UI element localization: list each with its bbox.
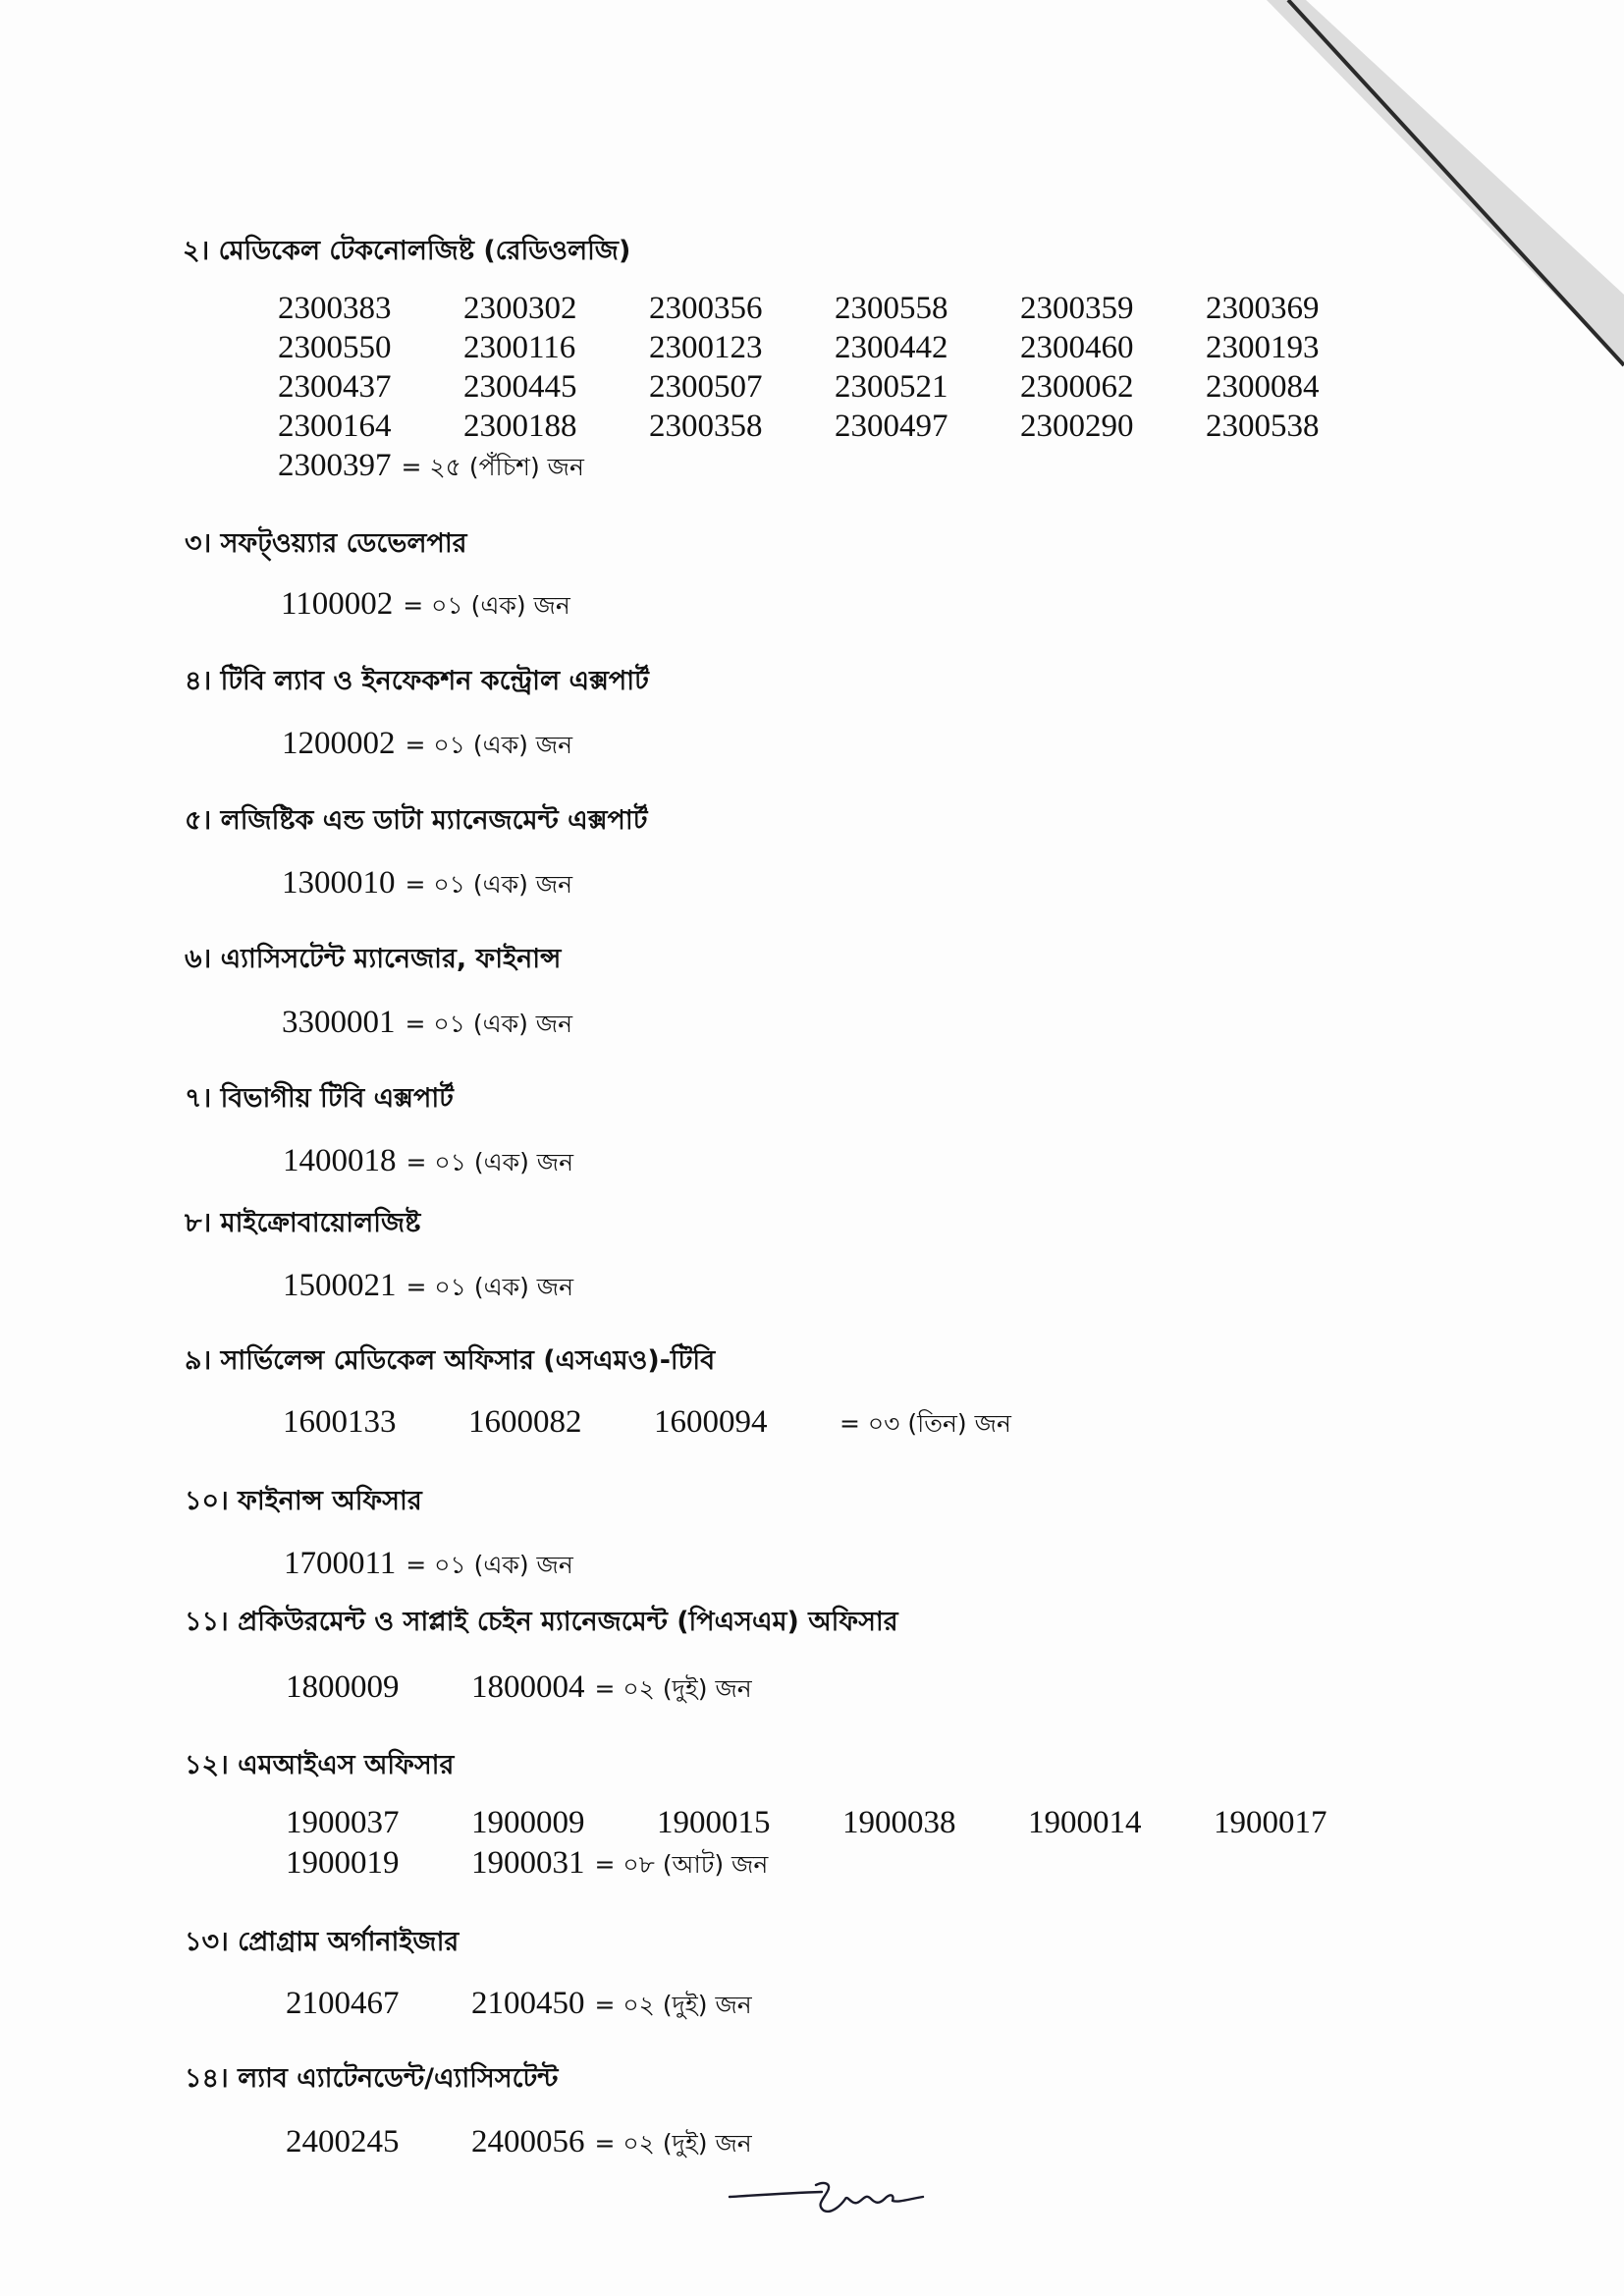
roll-row [282,865,572,901]
roll-number: 2300437 [278,369,392,405]
roll-number: 2300356 [649,291,763,326]
roll-row [282,1005,572,1040]
roll-number: 1900014 [1028,1805,1142,1840]
roll-number: 2300460 [1020,330,1134,365]
roll-number: 2300507 [649,369,763,405]
section-heading-4: ৪। টিবি ল্যাব ও ইনফেকশন কন্ট্রোল এক্সপার্ট [185,666,649,696]
candidate-count: = ০১ (এক) জন [405,870,573,899]
roll-number: 2300558 [835,291,948,326]
roll-number: 2300193 [1206,330,1320,365]
fold-line [1288,0,1624,365]
signature-stroke [730,2183,923,2212]
roll-number: 2300359 [1020,291,1134,326]
roll-number: 1900009 [471,1805,585,1840]
candidate-count: = ০১ (এক) জন [406,1273,574,1301]
roll-number: 2300302 [463,291,577,326]
roll-number: 2300116 [463,330,576,365]
roll-row [286,2124,752,2159]
roll-number: 2300358 [649,409,763,444]
roll-number: 1400018 [283,1143,397,1178]
page-fold-mark [1267,0,1624,393]
roll-row [281,586,570,622]
roll-row [278,409,1320,444]
roll-number: 1900017 [1214,1805,1327,1840]
roll-row [278,330,1320,365]
roll-number: 1900037 [286,1805,400,1840]
roll-number: 1200002 [282,726,396,761]
roll-number: 1900038 [842,1805,956,1840]
roll-number: 1600082 [468,1404,582,1440]
roll-number: 2300369 [1206,291,1320,326]
section-heading-12: ১২। এমআইএস অফিসার [185,1750,455,1780]
roll-row [278,291,1320,326]
section-heading-11: ১১। প্রকিউরমেন্ট ও সাপ্লাই চেইন ম্যানেজমেন্ট (পিএসএম) অফিসার [185,1607,898,1637]
roll-number: 2300445 [463,369,577,405]
roll-row [286,1845,768,1881]
roll-row [286,1669,752,1705]
roll-number: 2300497 [835,409,948,444]
section-heading-5: ৫। লজিষ্টিক এন্ড ডাটা ম্যানেজমেন্ট এক্সপার্ট [185,805,648,836]
candidate-count: = ০২ (দুই) জন [594,1991,752,2019]
roll-number: 1900019 [286,1845,400,1881]
roll-row [286,1805,1327,1840]
roll-number: 2400056 [471,2124,585,2159]
roll-number: 2300397 [278,448,392,483]
section-heading-9: ৯। সার্ভিলেন্স মেডিকেল অফিসার (এসএমও)-টিবি [185,1345,716,1376]
roll-row [282,726,572,761]
roll-row [283,1143,573,1178]
candidate-count: = ০৩ (তিন) জন [839,1409,1011,1438]
roll-number: 2300188 [463,409,577,444]
candidate-count: = ০১ (এক) জন [405,1010,573,1038]
candidate-count: = ০১ (এক) জন [403,591,570,620]
section-heading-6: ৬। এ্যাসিসটেন্ট ম্যানেজার, ফাইনান্স [185,944,562,974]
section-heading-13: ১৩। প্রোগ্রাম অর্গানাইজার [185,1927,460,1957]
fold-shadow [1267,0,1624,365]
roll-row [286,1986,752,2021]
roll-number: 1600094 [654,1404,768,1440]
section-heading-8: ৮। মাইক্রোবায়োলজিষ্ট [185,1208,421,1238]
roll-number: 1700011 [284,1546,397,1581]
section-heading-3: ৩। সফট্ওয়্যার ডেভেলপার [185,528,467,559]
roll-number: 1900031 [471,1845,585,1881]
roll-number: 1900015 [657,1805,771,1840]
section-heading-10: ১০। ফাইনান্স অফিসার [185,1486,422,1516]
roll-number: 1300010 [282,865,396,901]
roll-number: 2300062 [1020,369,1134,405]
section-heading-2: ২। মেডিকেল টেকনোলজিষ্ট (রেডিওলজি) [183,236,631,266]
roll-number: 2100467 [286,1986,400,2021]
roll-number: 1600133 [283,1404,397,1440]
roll-number: 2300521 [835,369,948,405]
roll-number: 2300164 [278,409,392,444]
roll-number: 2300550 [278,330,392,365]
roll-number: 2300290 [1020,409,1134,444]
roll-number: 2400245 [286,2124,400,2159]
signature [722,2165,938,2224]
roll-row [278,369,1320,405]
candidate-count: = ২৫ (পঁচিশ) জন [401,453,584,481]
candidate-count: = ০১ (এক) জন [406,1551,573,1579]
roll-number: 1500021 [283,1268,397,1303]
roll-row [283,1404,1011,1440]
roll-number: 2100450 [471,1986,585,2021]
roll-row [278,448,584,483]
roll-number: 2300123 [649,330,763,365]
roll-number: 2300084 [1206,369,1320,405]
candidate-count: = ০১ (এক) জন [406,1148,574,1176]
roll-number: 2300442 [835,330,948,365]
roll-row [284,1546,573,1581]
candidate-count: = ০২ (দুই) জন [594,1674,752,1703]
section-heading-14: ১৪। ল্যাব এ্যাটেনডেন্ট/এ্যাসিসটেন্ট [185,2063,559,2094]
candidate-count: = ০১ (এক) জন [405,731,573,759]
roll-number: 2300538 [1206,409,1320,444]
candidate-count: = ০২ (দুই) জন [594,2129,752,2158]
roll-number: 1800009 [286,1669,400,1705]
roll-number: 2300383 [278,291,392,326]
section-heading-7: ৭। বিভাগীয় টিবি এক্সপার্ট [185,1083,454,1114]
roll-number: 1100002 [281,586,394,622]
candidate-count: = ০৮ (আট) জন [594,1850,769,1879]
roll-number: 3300001 [282,1005,396,1040]
roll-row [283,1268,573,1303]
roll-number: 1800004 [471,1669,585,1705]
